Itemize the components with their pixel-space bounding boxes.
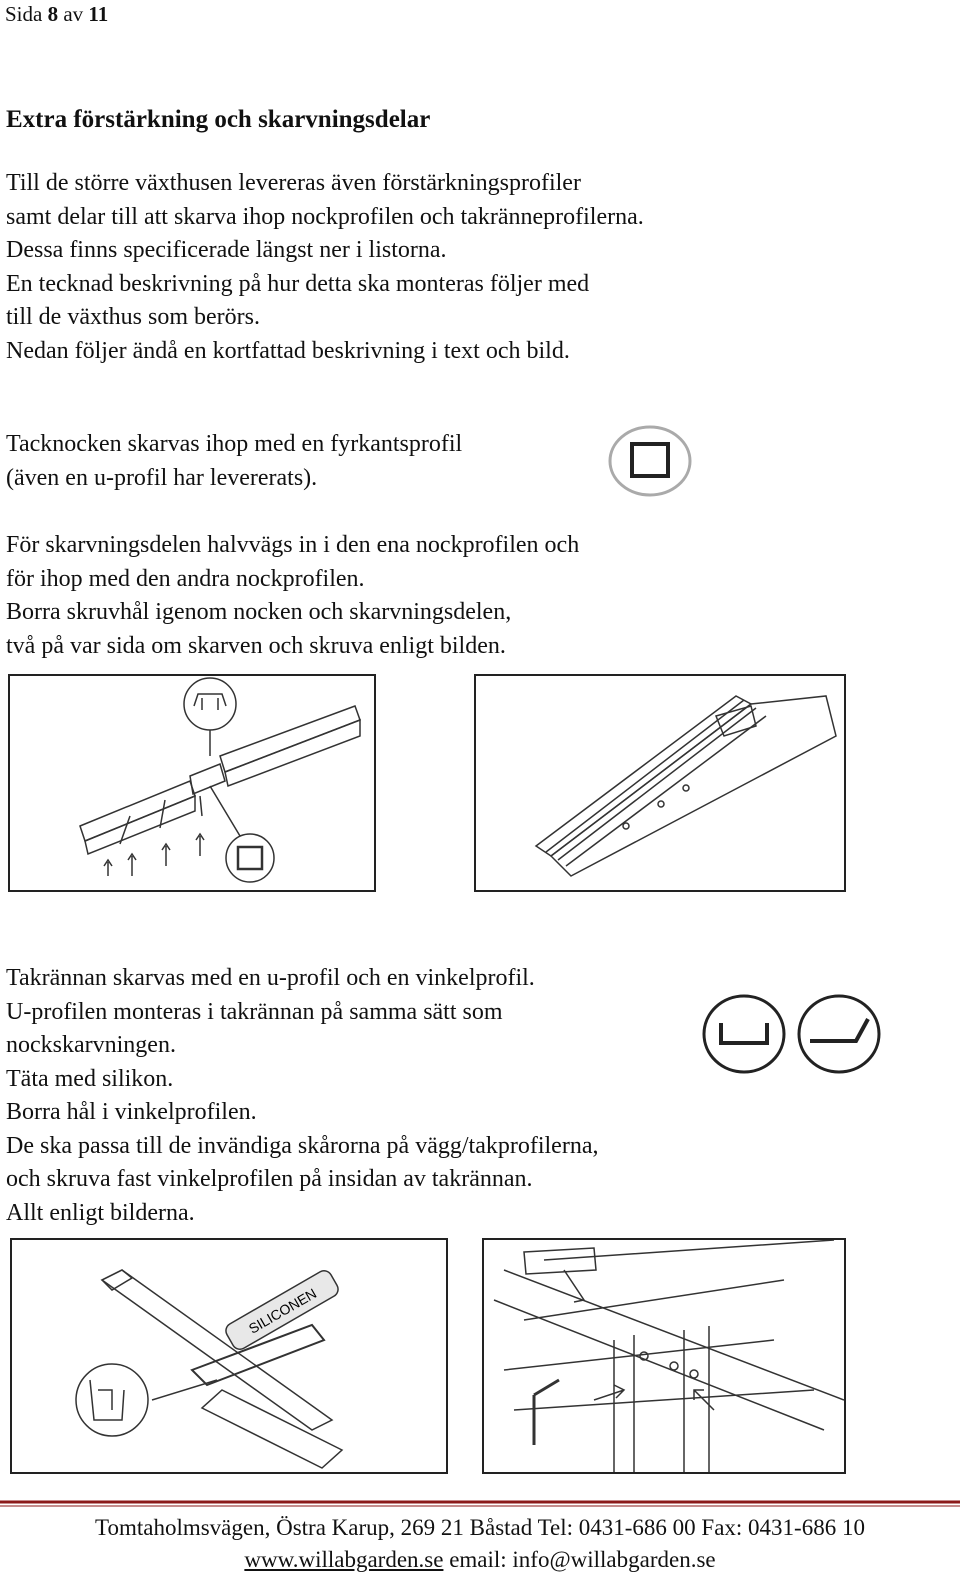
square-profile-icon [607,424,693,498]
ridge-joint-exploded-figure [8,674,376,892]
intro-paragraph: Till de större växthusen levereras även förstärkningsprofiler samt delar till att skarva ihop nockprofilen och takränneprofilerna. Dessa finns specificerade längst ner i listorna. En tecknad beskrivning på hur detta ska monteras följer med till de växthus som berörs. Nedan följer ändå en kortfattad beskrivning i text och bild. [6,170,644,364]
section-ridge-instructions: För skarvningsdelen halvvägs in i den ena nockprofilen och för ihop med den andra nockprofilen. Borra skruvhål igenom nocken och skarvningsdelen, två på var sida om skarven och skruva enligt bilden. [6,532,580,659]
page-heading: Extra förstärkning och skarvningsdelar [6,106,431,133]
ridge-joint-assembled-figure [474,674,846,892]
gutter-silicone-figure [10,1238,448,1474]
page-separator: av [63,2,84,26]
footer-email[interactable]: email: info@willabgarden.se [449,1547,716,1572]
page-total: 11 [88,2,109,26]
footer-rule [0,1500,960,1508]
page-current: 8 [47,2,59,26]
footer-contact [0,1547,960,1573]
silicone-tube-label: SILICONEN [245,1285,320,1337]
page-prefix: Sida [5,2,43,26]
section-ridge-joint: Tacknocken skarvas ihop med en fyrkantsprofil (även en u-profil har levererats). [6,431,463,491]
footer-address: Tomtaholmsvägen, Östra Karup, 269 21 Båstad Tel: 0431-686 00 Fax: 0431-686 10 [95,1515,865,1540]
page-number [5,2,108,27]
u-profile-icon [701,993,787,1075]
angle-profile-icon [796,993,882,1075]
gutter-drilling-figure [482,1238,846,1474]
section-gutter-joint: Takrännan skarvas med en u-profil och en vinkelprofil. U-profilen monteras i takrännan på samma sätt som nockskarvningen. Täta med silikon. Borra hål i vinkelprofilen. De ska passa till de invändiga skårorna på vägg/takprofilerna, och skruva fast vinkelprofilen på insidan av takrännan. Allt enligt bilderna. [6,965,599,1226]
footer-website-link[interactable]: www.willabgarden.se [244,1547,444,1572]
